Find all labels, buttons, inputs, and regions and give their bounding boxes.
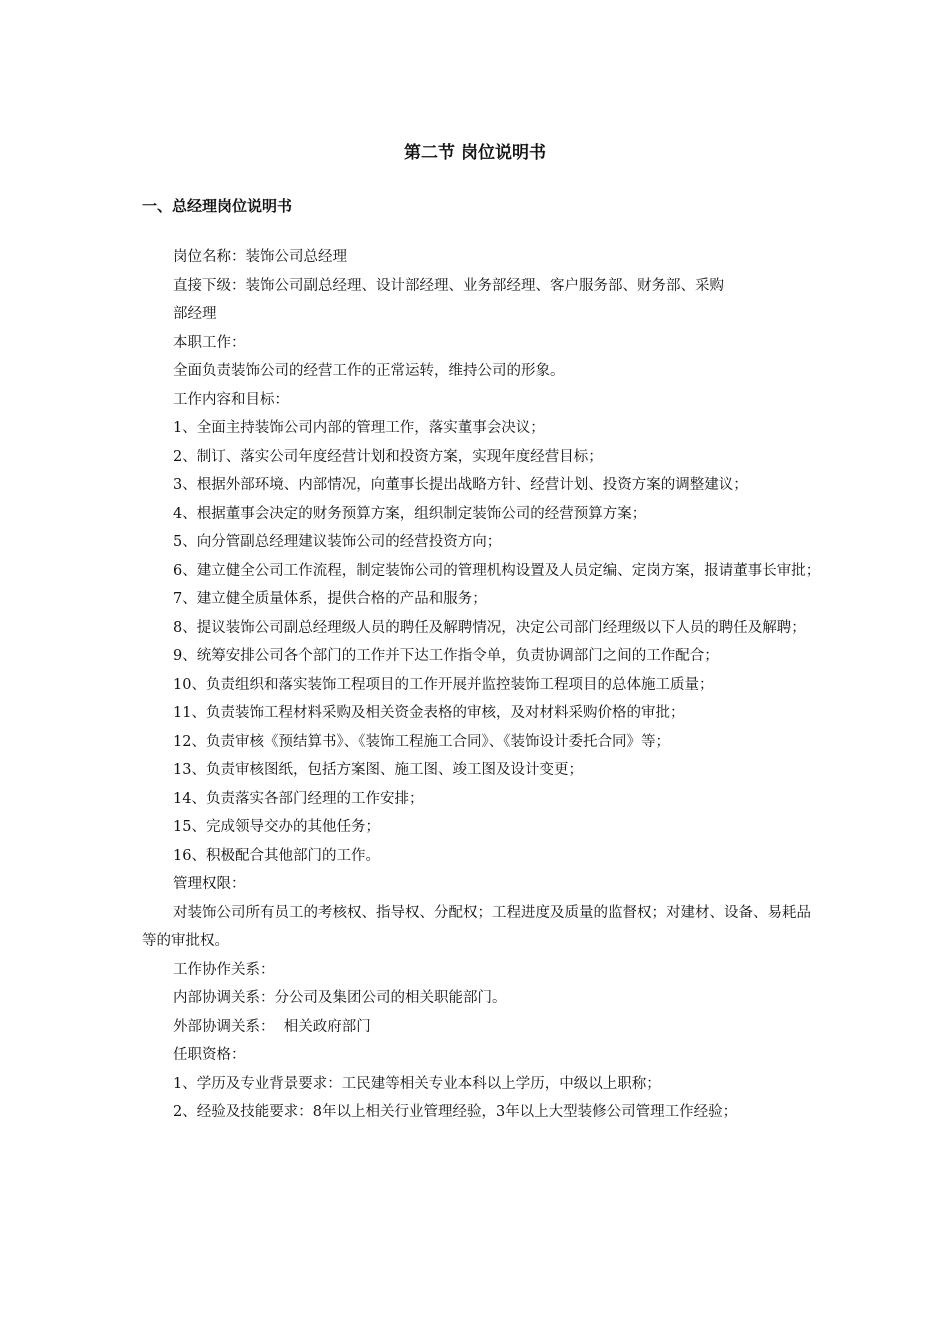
list-item: 6、建立健全公司工作流程，制定装饰公司的管理机构设置及人员定编、定岗方案，报请董事长审批； <box>173 562 821 579</box>
list-item: 14、负责落实各部门经理的工作安排； <box>173 790 424 807</box>
list-item: 3、根据外部环境、内部情况，向董事长提出战略方针、经营计划、投资方案的调整建议； <box>173 477 748 493</box>
position-name-line <box>142 243 825 272</box>
list-item: 4、根据董事会决定的财务预算方案，组织制定装饰公司的经营预算方案； <box>173 505 647 522</box>
page-title: 第二节 岗位说明书 <box>404 143 546 163</box>
list-item: 13、负责审核图纸，包括方案图、施工图、竣工图及设计变更； <box>173 762 583 778</box>
list-item: 2、制订、落实公司年度经营计划和投资方案，实现年度经营目标； <box>173 448 603 465</box>
external-relations-text: 外部协调关系： 相关政府部门 <box>173 1018 371 1035</box>
list-item: 7、建立健全质量体系，提供合格的产品和服务； <box>173 591 487 607</box>
section-heading: 一、总经理岗位说明书 <box>142 197 293 215</box>
document-body <box>142 243 825 1127</box>
qualification-label: 任职资格： <box>173 1047 246 1063</box>
authority-label: 管理权限： <box>173 876 246 892</box>
list-item: 1、全面主持装饰公司内部的管理工作，落实董事会决议； <box>173 420 545 436</box>
list-item: 9、统筹安排公司各个部门的工作并下达工作指令单，负责协调部门之间的工作配合； <box>173 648 719 664</box>
duty-text: 全面负责装饰公司的经营工作的正常运转，维持公司的形象。 <box>173 363 565 379</box>
subordinates-text-line-2: 部经理 <box>173 306 217 322</box>
list-item: 11、负责装饰工程材料采购及相关资金表格的审核，及对材料采购价格的审批； <box>173 705 685 721</box>
internal-relations <box>142 984 825 1013</box>
list-item: 5、向分管副总经理建议装饰公司的经营投资方向； <box>173 534 502 550</box>
duty-label: 本职工作： <box>173 334 246 351</box>
subordinates-paragraph <box>142 272 825 329</box>
list-item: 16、积极配合其他部门的工作。 <box>173 847 380 864</box>
list-item: 15、完成领导交办的其他任务； <box>173 819 380 835</box>
list-item: 12、负责审核《预结算书》、《装饰工程施工合同》、《装饰设计委托合同》等； <box>173 733 670 750</box>
cooperation-label: 工作协作关系： <box>173 961 275 978</box>
authority-text: 对装饰公司所有员工的考核权、指导权、分配权；工程进度及质量的监督权；对建材、设备、易耗品等的审批权。 <box>142 904 811 949</box>
list-item: 8、提议装饰公司副总经理级人员的聘任及解聘情况，决定公司部门经理级以下人员的聘任及解聘； <box>173 619 806 636</box>
subordinates-text-line-1: 直接下级：装饰公司副总经理、设计部经理、业务部经理、客户服务部、财务部、采购 <box>173 277 724 294</box>
list-item: 2、经验及技能要求：8年以上相关行业管理经验，3年以上大型装修公司管理工作经验； <box>173 1104 738 1120</box>
internal-relations-text: 内部协调关系：分公司及集团公司的相关职能部门。 <box>173 990 507 1006</box>
list-item: 10、负责组织和落实装饰工程项目的工作开展并监控装饰工程项目的总体施工质量； <box>173 676 714 693</box>
list-item: 1、学历及专业背景要求：工民建等相关专业本科以上学历，中级以上职称； <box>173 1075 661 1092</box>
content-label: 工作内容和目标： <box>173 391 289 408</box>
external-relations <box>142 1013 825 1042</box>
position-name-text: 岗位名称：装饰公司总经理 <box>173 249 347 265</box>
